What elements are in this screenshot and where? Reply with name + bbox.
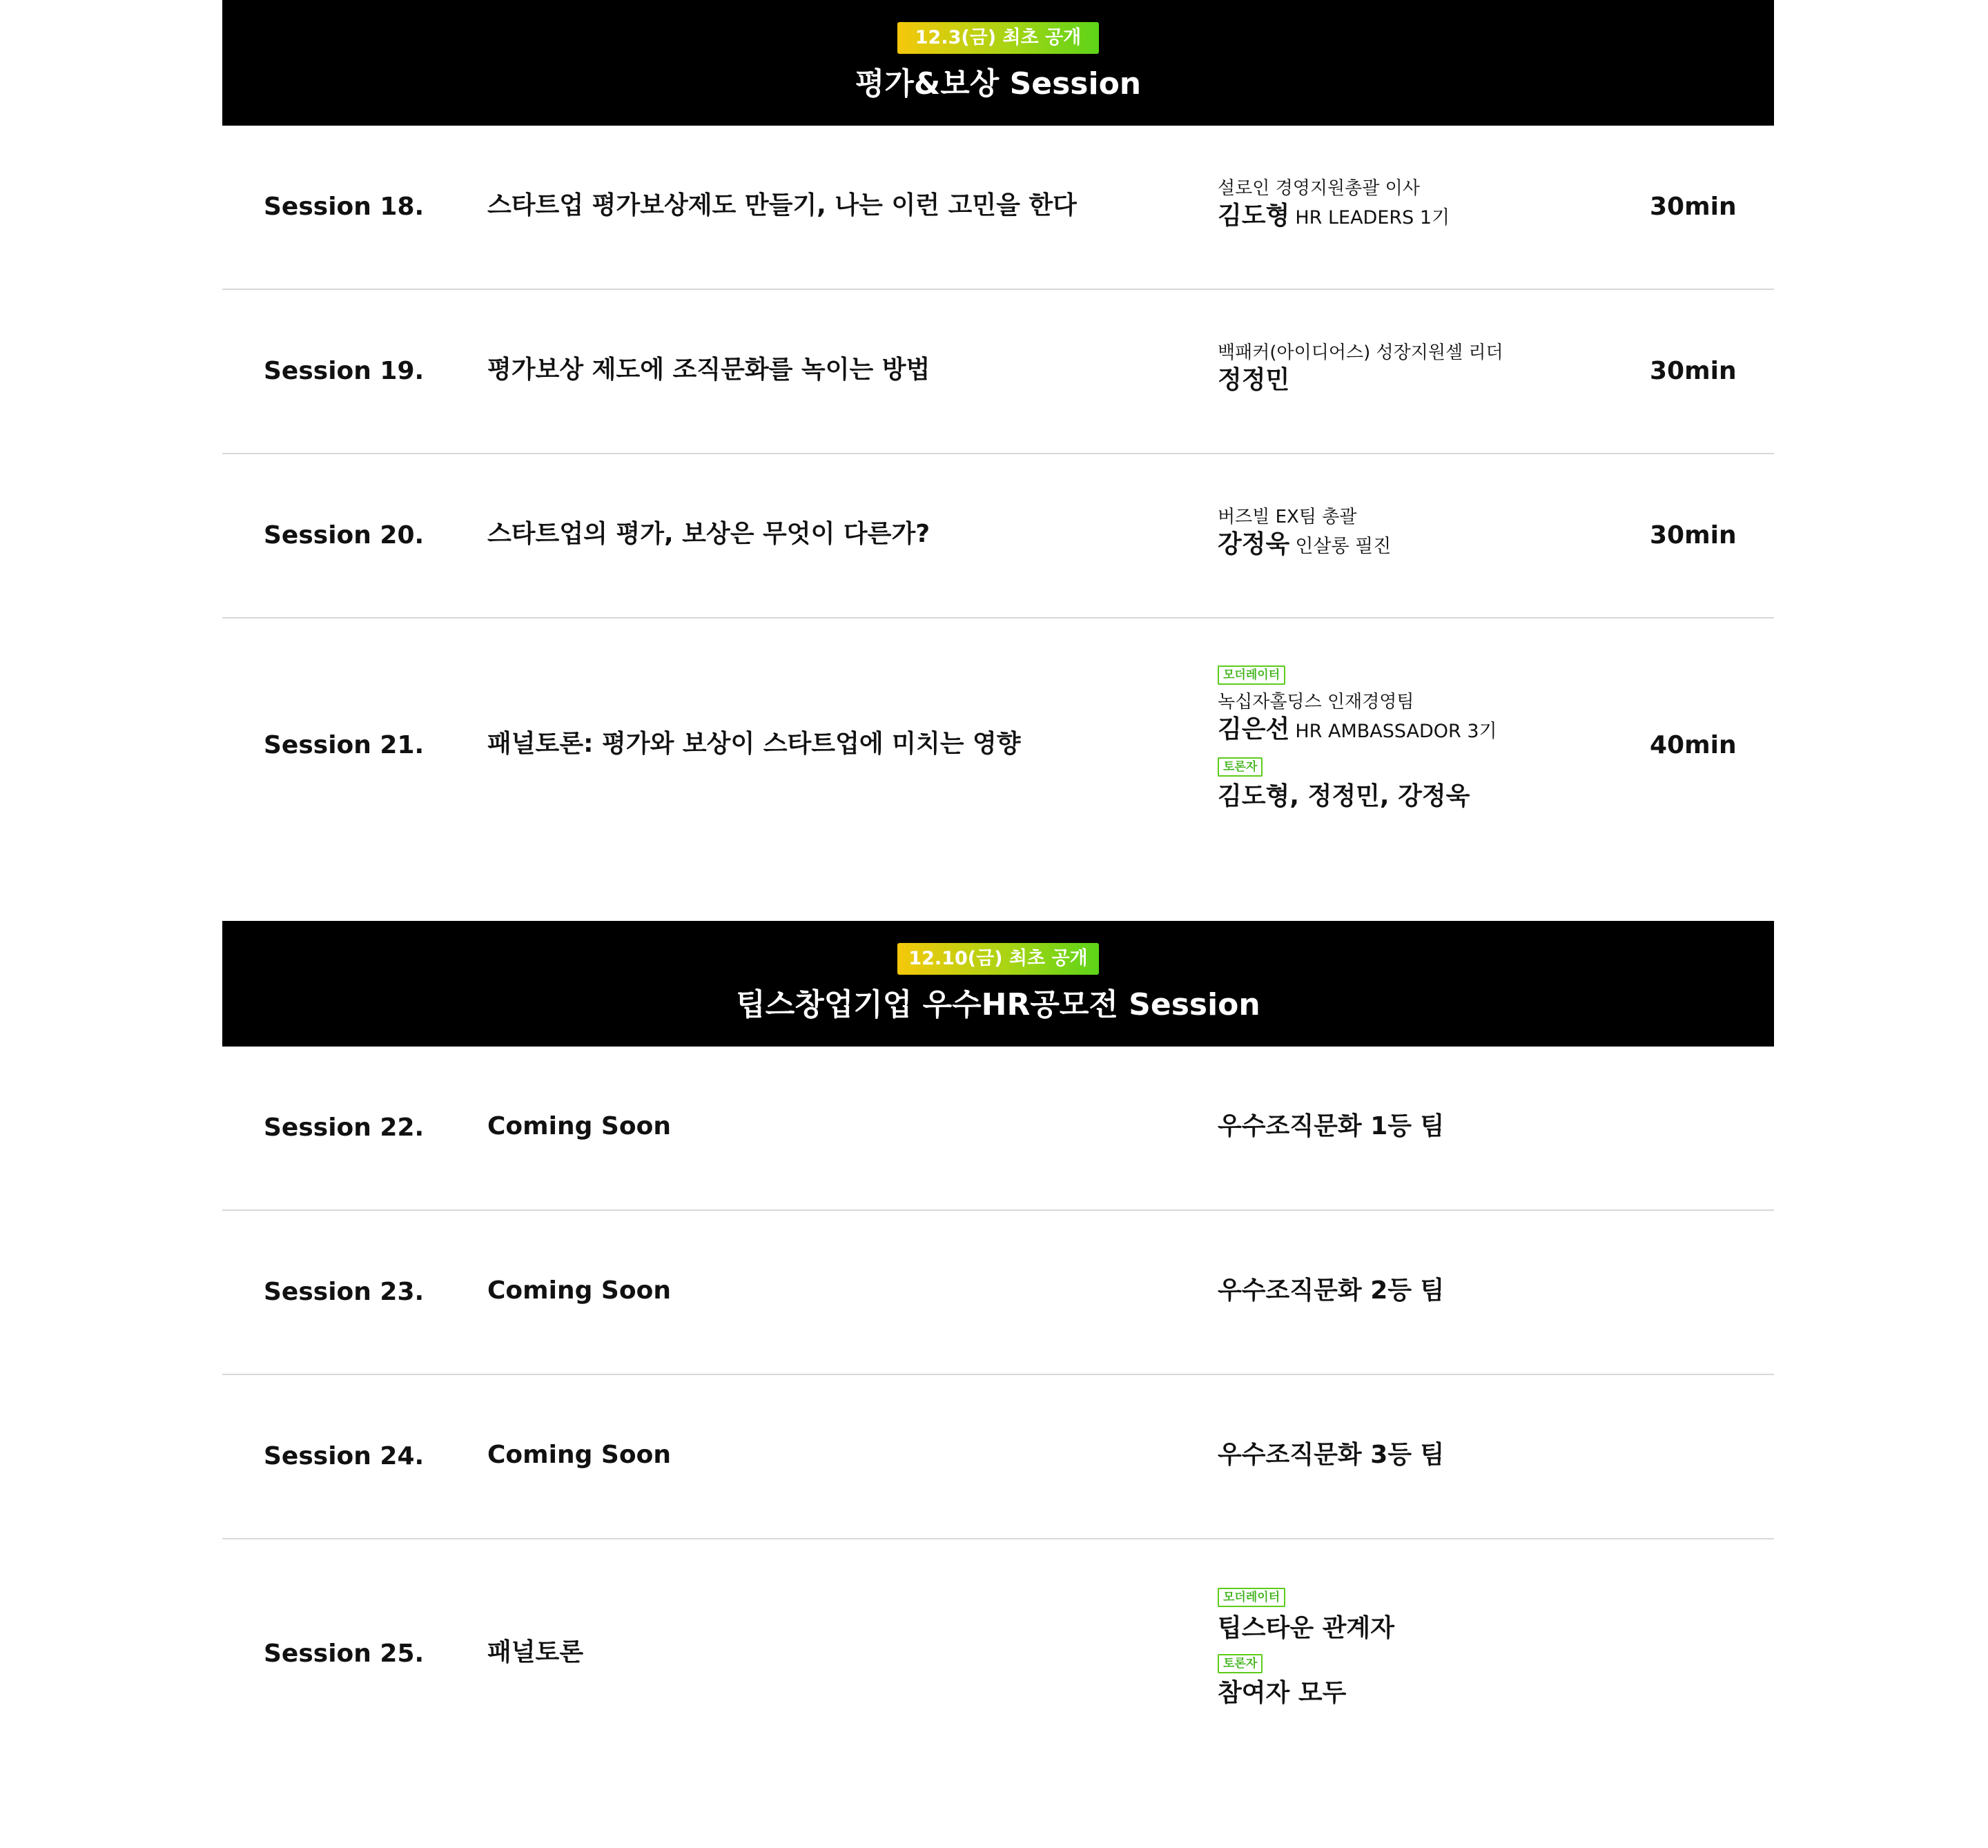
session-row — [222, 1539, 1774, 1747]
speaker-name: 김도형 — [1218, 202, 1290, 230]
session-title: 스타트업의 평가, 보상은 무엇이 다른가? — [487, 520, 930, 548]
session-row — [222, 1211, 1774, 1375]
session-title: 패널토론: 평가와 보상이 스타트업에 미치는 영향 — [487, 730, 1021, 758]
speaker — [1218, 177, 1450, 234]
session-row — [222, 290, 1774, 454]
session-number: Session 20. — [264, 521, 425, 549]
speaker-org: 버즈빌 EX팀 총괄 — [1218, 507, 1357, 527]
session-row — [222, 454, 1774, 619]
moderator-name-line — [1218, 714, 1497, 748]
session-number: Session 19. — [264, 357, 425, 385]
speaker-team: 우수조직문화 2등 팀 — [1218, 1276, 1445, 1305]
session-title: Coming Soon — [487, 1276, 671, 1305]
session-duration: 30min — [1650, 193, 1737, 221]
section-header-evaluation — [222, 0, 1774, 126]
section-title: 팁스창업기업 우수HR공모전 Session — [736, 987, 1260, 1022]
session-title: Coming Soon — [487, 1441, 671, 1469]
session-row — [222, 1375, 1774, 1539]
panel-speakers — [1218, 1588, 1394, 1709]
session-row — [222, 126, 1774, 290]
speaker-affiliation: 인살롱 필진 — [1295, 536, 1392, 557]
session-number: Session 23. — [264, 1278, 425, 1306]
session-title: Coming Soon — [487, 1112, 671, 1140]
panelist-names: 참여자 모두 — [1218, 1679, 1347, 1707]
moderator-org: 녹십자홀딩스 인재경영팀 — [1218, 692, 1414, 712]
moderator-name: 팁스타운 관계자 — [1218, 1614, 1394, 1642]
speaker-name: 정정민 — [1218, 366, 1290, 394]
moderator-cohort: HR AMBASSADOR 3기 — [1295, 721, 1497, 742]
moderator-name: 김은선 — [1218, 715, 1290, 743]
session-duration: 30min — [1650, 357, 1737, 385]
session-number: Session 25. — [264, 1640, 425, 1668]
release-date-badge: 12.10(금) 최초 공개 — [897, 943, 1099, 975]
panel-speakers — [1218, 665, 1497, 813]
session-title: 패널토론 — [487, 1638, 584, 1666]
session-row — [222, 619, 1774, 873]
speaker — [1218, 341, 1503, 396]
session-duration: 30min — [1650, 521, 1737, 549]
speaker-org: 백패커(아이디어스) 성장지원셀 리더 — [1218, 342, 1503, 363]
session-number: Session 21. — [264, 731, 425, 759]
speaker-cohort: HR LEADERS 1기 — [1295, 207, 1450, 228]
session-title: 평가보상 제도에 조직문화를 녹이는 방법 — [487, 356, 930, 384]
session-number: Session 24. — [264, 1442, 425, 1470]
speaker-name-line — [1218, 200, 1450, 234]
panelist-names: 김도형, 정정민, 강정욱 — [1218, 782, 1470, 810]
moderator-tag: 모더레이터 — [1218, 665, 1285, 685]
speaker — [1218, 505, 1391, 563]
speaker-team: 우수조직문화 1등 팀 — [1218, 1112, 1445, 1140]
speaker-name: 강정욱 — [1218, 530, 1290, 558]
session-number: Session 22. — [264, 1113, 425, 1142]
session-duration: 40min — [1650, 731, 1737, 759]
speaker-team: 우수조직문화 3등 팀 — [1218, 1441, 1445, 1469]
speaker-name-line — [1218, 529, 1391, 563]
speaker-org: 설로인 경영지원총괄 이사 — [1218, 178, 1420, 199]
session-number: Session 18. — [264, 193, 425, 221]
session-title: 스타트업 평가보상제도 만들기, 나는 이런 고민을 한다 — [487, 191, 1077, 220]
release-date-badge: 12.3(금) 최초 공개 — [897, 22, 1099, 54]
moderator-tag: 모더레이터 — [1218, 1588, 1285, 1607]
section-title: 평가&보상 Session — [855, 66, 1142, 101]
session-row — [222, 1047, 1774, 1211]
panelist-tag: 토론자 — [1218, 1654, 1263, 1673]
section-header-hr-contest — [222, 921, 1774, 1047]
panelist-tag: 토론자 — [1218, 757, 1263, 777]
